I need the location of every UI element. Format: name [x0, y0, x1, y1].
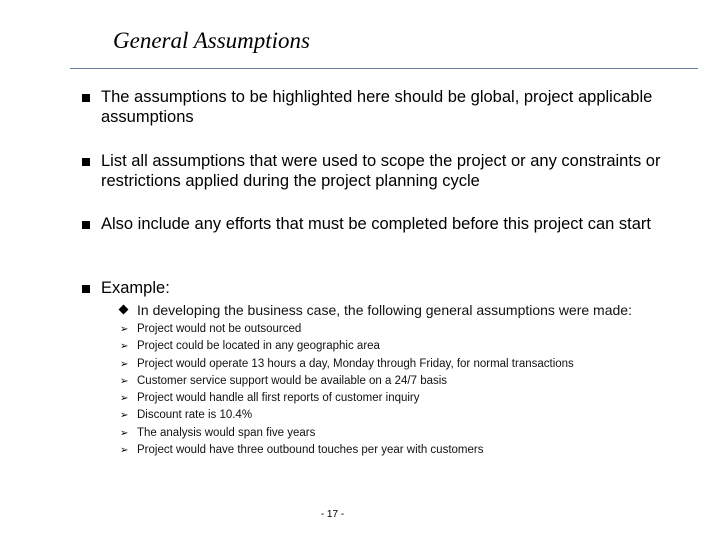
- sub-bullet-text: In developing the business case, the following general assumptions were made:: [137, 302, 632, 318]
- list-item: [118, 338, 678, 355]
- bullet-text: Also include any efforts that must be completed before this project can start: [101, 215, 651, 233]
- square-bullet-icon: [82, 221, 90, 229]
- arrowhead-bullet-icon: ➢: [120, 324, 129, 335]
- list-item-text: Project would handle all first reports of customer inquiry: [137, 392, 420, 405]
- arrowhead-bullet-icon: ➢: [120, 410, 129, 422]
- list-item: [118, 442, 678, 459]
- square-bullet-icon: [82, 285, 90, 293]
- arrowhead-bullet-icon: ➢: [120, 358, 129, 370]
- list-item-text: Customer service support would be available on a 24/7 basis: [137, 374, 448, 387]
- assumption-list: [118, 321, 678, 459]
- list-item-text: The analysis would span five years: [137, 426, 316, 439]
- list-item-text: Project could be located in any geographic area: [137, 340, 380, 353]
- arrowhead-bullet-icon: ➢: [120, 445, 129, 457]
- list-item: [118, 373, 678, 390]
- list-item: [118, 407, 678, 424]
- bullet-item-example: [80, 278, 680, 298]
- list-item: [118, 425, 678, 442]
- list-item-text: Project would not be outsourced: [137, 323, 302, 335]
- page-number: - 17 -: [320, 509, 345, 520]
- bullet-item: [80, 214, 680, 234]
- bullet-text: List all assumptions that were used to scope the project or any constraints or restrictions applied during the project planning cycle: [101, 152, 661, 190]
- arrowhead-bullet-icon: ➢: [120, 375, 129, 387]
- list-item-text: Project would have three outbound touches per year with customers: [137, 444, 484, 457]
- list-item: [118, 321, 678, 338]
- sub-bullet: [118, 301, 678, 319]
- list-item-text: Project would operate 13 hours a day, Monday through Friday, for normal transactions: [137, 357, 574, 370]
- title-divider: [70, 68, 698, 69]
- arrowhead-bullet-icon: ➢: [120, 427, 129, 439]
- square-bullet-icon: [82, 158, 90, 166]
- diamond-bullet-icon: [119, 305, 129, 315]
- bullet-text: Example:: [101, 279, 170, 297]
- list-item: [118, 390, 678, 407]
- bullet-text: The assumptions to be highlighted here should be global, project applicable assumptions: [101, 88, 653, 126]
- bullet-item: [80, 87, 680, 127]
- arrowhead-bullet-icon: ➢: [120, 341, 129, 353]
- list-item: [118, 356, 678, 373]
- slide-title: General Assumptions: [113, 28, 310, 53]
- list-item-text: Discount rate is 10.4%: [137, 409, 253, 422]
- square-bullet-icon: [82, 94, 90, 102]
- arrowhead-bullet-icon: ➢: [120, 393, 129, 405]
- bullet-item: [80, 151, 680, 191]
